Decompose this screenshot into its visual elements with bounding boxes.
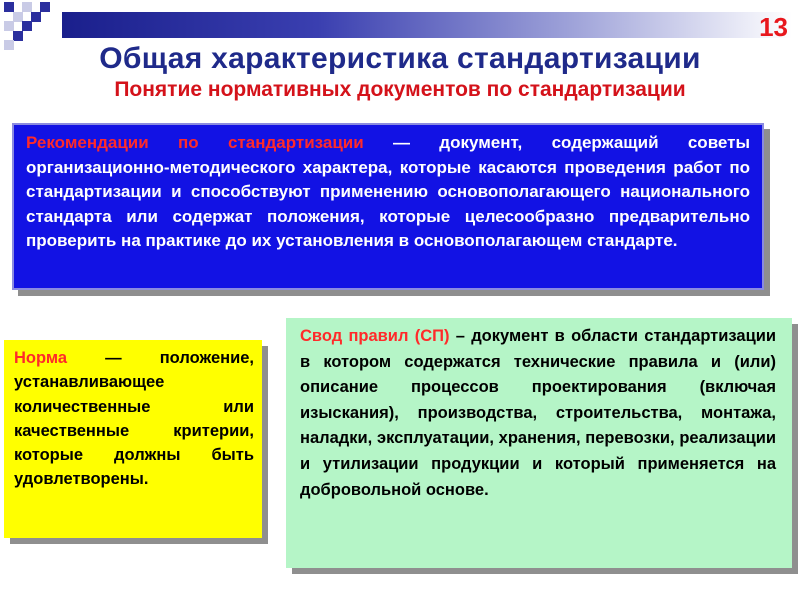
recommendations-term: Рекомендации по стандартизации <box>26 133 364 152</box>
code-of-rules-term: Свод правил (СП) <box>300 327 450 345</box>
code-of-rules-definition-box <box>286 318 792 568</box>
page-subtitle: Понятие нормативных документов по стандартизации <box>114 78 686 101</box>
decor-square <box>4 2 14 12</box>
decor-square <box>13 31 23 41</box>
decor-square <box>40 2 50 12</box>
recommendations-text: — документ, содержащий советы организационно-методического характера, которые касаются проведения работ по стандартизации и способствуют применению основополагающего национального стандарта или содержат положения, которые целесообразно предварительно проверить на практике до их установления в основополагающем стандарте. <box>26 133 750 250</box>
norm-definition-box <box>4 340 262 538</box>
norm-term: Норма <box>14 349 68 367</box>
recommendations-definition-box <box>12 123 764 290</box>
code-of-rules-text: – документ в области стандартизации в котором содержатся технические правила и (или) описание процессов проектирования (включая изыскания), производства, строительства, монтажа, наладки, эксплуатации, хранения, перевозки, реализации и утилизации продукции и который применяется на добровольной основе. <box>300 327 776 499</box>
header-gradient-bar <box>62 12 792 38</box>
decor-square <box>22 21 32 31</box>
decor-square <box>4 21 14 31</box>
decor-square <box>22 2 32 12</box>
slide-number: 13 <box>759 12 788 42</box>
decor-square <box>31 12 41 22</box>
norm-text: — положение, устанавливающее количественные или качественные критерии, которые должны быть удовлетворены. <box>14 349 254 489</box>
page-title: Общая характеристика стандартизации <box>99 42 701 75</box>
